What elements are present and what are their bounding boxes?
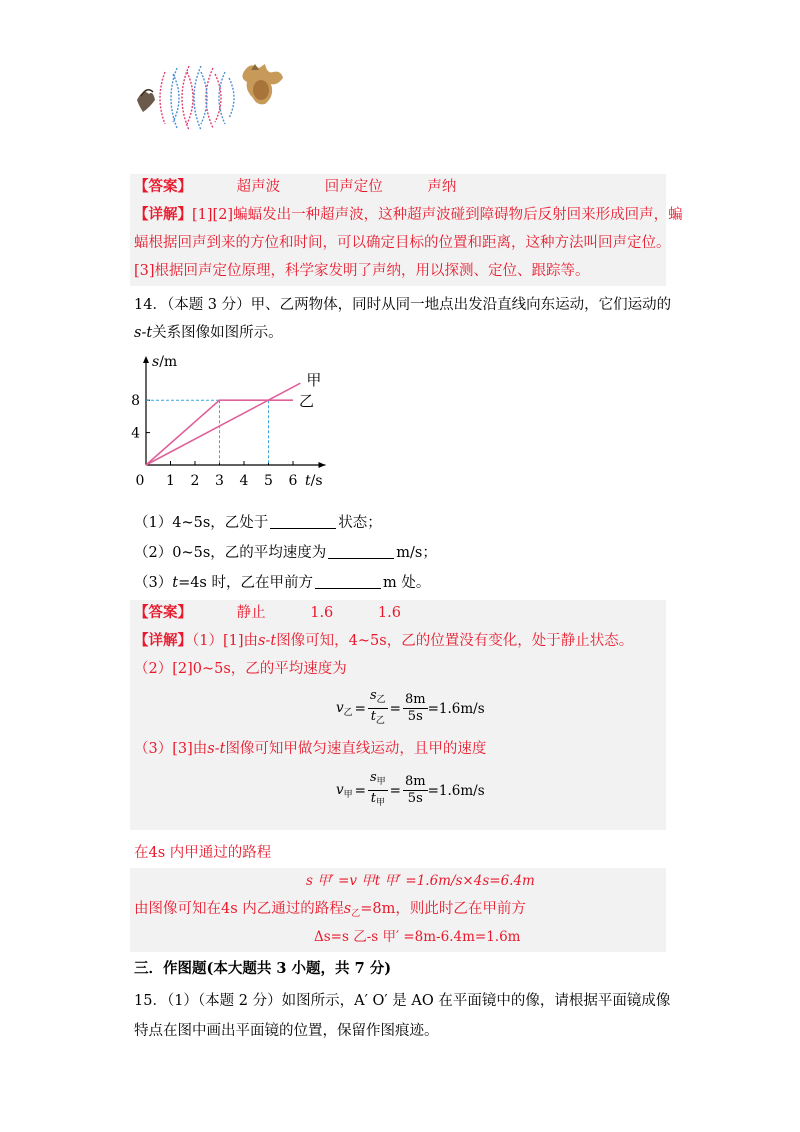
f1-den-sub: 乙 (375, 716, 385, 726)
d1-pre: （1）[1]由 (192, 633, 259, 649)
large-bat-icon (242, 64, 283, 104)
f2-den2: 5s (407, 791, 423, 806)
q14-detail-line2: （2）[2]0~5s，乙的平均速度为 (134, 661, 347, 677)
q14-answer-line (134, 602, 401, 624)
f1-num2: 8m (404, 692, 426, 707)
f2-den: t (370, 791, 376, 806)
series-line-jia (146, 383, 300, 465)
formula-v-jia: $v_甲$ = $\frac{s_甲}{t_甲}$ = $\frac{8m}{5s}$ =1.6m/s (336, 770, 485, 811)
formula-delta-s: Δs=s 乙-s 甲′ =8m-6.4m=1.6m (314, 929, 521, 945)
q14-stem-line1: 14．（本题 3 分）甲、乙两物体，同时从同一地点出发沿直线向东运动，它们运动的 (134, 297, 672, 313)
f2-lhs-sub: 甲 (343, 789, 353, 800)
f1-frac2 (403, 692, 428, 725)
detail-label: 【详解】 (134, 632, 192, 649)
q14-detail-line1 (134, 630, 633, 652)
f1-den2: 5s (407, 709, 423, 724)
x-tick-label: 3 (215, 473, 224, 489)
q14-detail-line4: 在4s 内甲通过的路程 (134, 845, 272, 861)
q14-stem-line2 (134, 322, 283, 344)
q14-sub2 (134, 542, 437, 564)
answer-3: 1.6 (377, 605, 401, 621)
sub1-blank (270, 514, 336, 529)
d1-post: 图像可知，4~5s，乙的位置没有变化，处于静止状态。 (276, 633, 634, 649)
x-axis-arrow (319, 462, 326, 468)
formula-s-jia: s 甲′ =v 甲t 甲′ =1.6m/s×4s=6.4m (306, 873, 535, 889)
detail-text: [1][2]蝙蝠发出一种超声波，这种超声波碰到障碍物后反射回来形成回声，蝙 (192, 207, 683, 223)
x-tick-label: 5 (264, 473, 273, 489)
f2-frac1 (368, 770, 388, 811)
q13-detail-line2: 蝠根据回声到来的方位和时间，可以确定目标的位置和距离，这种方法叫回声定位。 (134, 235, 671, 251)
f1-lhs-sub: 乙 (343, 707, 353, 718)
d5-post: =8m，则此时乙在甲前方 (360, 901, 526, 917)
answer-3: 声纳 (427, 179, 457, 195)
f1-num-sub: 乙 (376, 695, 386, 705)
q13-detail-line3: [3]根据回声定位原理，科学家发明了声纳，用以探测、定位、跟踪等。 (134, 263, 590, 279)
sub3-post: m 处。 (383, 575, 431, 591)
d3-pre: （3）[3]由 (134, 741, 208, 757)
f2-num-sub: 甲 (376, 777, 386, 787)
f2-den-sub: 甲 (375, 798, 385, 808)
x-tick-label: 0 (135, 473, 145, 489)
f2-num: s (369, 770, 377, 785)
f1-frac1 (368, 688, 388, 729)
st-chart (130, 352, 340, 492)
x-tick-label: 1 (166, 473, 175, 489)
answer-label: 【答案】 (134, 604, 192, 621)
bat-echolocation-illustration (133, 60, 285, 136)
d1-var: s-t (258, 633, 277, 649)
formula-v-yi: $v_乙$ = $\frac{s_乙}{t_乙}$ = $\frac{8m}{5s}$ =1.6m/s (336, 688, 485, 729)
sub3-pre: =4s 时，乙在甲前方 (178, 575, 313, 591)
f2-num2: 8m (404, 774, 426, 789)
sub3-prefix: （3） (134, 575, 173, 591)
sub1-pre: （1）4~5s，乙处于 (134, 515, 269, 531)
sub2-pre: （2）0~5s，乙的平均速度为 (134, 545, 327, 561)
q14-detail-line3 (134, 738, 486, 760)
section3-heading: 三．作图题(本大题共 3 小题，共 7 分) (134, 960, 392, 977)
q15-line2: 特点在图中画出平面镜的位置，保留作图痕迹。 (134, 1023, 439, 1039)
x-tick-label: 4 (239, 473, 249, 489)
d5-var: s (343, 901, 352, 917)
answer-1: 超声波 (236, 179, 281, 195)
st-var: s-t (134, 325, 153, 341)
f1-den: t (370, 709, 376, 724)
q13-detail-line1 (134, 204, 683, 226)
q14-sub3 (134, 572, 430, 594)
f2-lhs: v (336, 781, 344, 798)
detail-label: 【详解】 (134, 206, 192, 223)
stem-rest: 关系图像如图所示。 (152, 325, 283, 341)
q15-line1: 15．（1）（本题 2 分）如图所示，A′ O′ 是 AO 在平面镜中的像，请根据平面镜成像 (134, 993, 671, 1009)
q13-answer-line (134, 176, 456, 198)
series-label-jia: 甲 (306, 371, 322, 390)
d5-pre: 由图像可知在4s 内乙通过的路程 (134, 901, 344, 917)
d5-sub: 乙 (351, 909, 361, 919)
answer-2: 1.6 (310, 605, 334, 621)
sub1-post: 状态； (338, 515, 382, 531)
x-tick-label: 6 (288, 473, 298, 489)
q14-detail-line5 (134, 898, 526, 925)
sub2-blank (328, 544, 394, 559)
f2-result: =1.6m/s (427, 782, 485, 799)
sub3-var: t (172, 575, 179, 591)
f1-lhs: v (336, 699, 344, 716)
y-tick-label: 4 (131, 425, 140, 442)
answer-label: 【答案】 (134, 178, 192, 195)
x-axis-label: t/s (305, 473, 323, 489)
sub3-blank (315, 574, 381, 589)
y-axis-label: s/m (152, 354, 178, 370)
d3-post: 图像可知甲做匀速直线运动，且甲的速度 (225, 741, 487, 757)
answer-1: 静止 (236, 605, 266, 621)
series-label-yi: 乙 (299, 392, 315, 411)
q14-sub1 (134, 512, 382, 534)
f1-num: s (369, 688, 377, 703)
d3-var: s-t (207, 741, 226, 757)
small-bat-icon (137, 90, 155, 112)
f1-result: =1.6m/s (427, 700, 485, 717)
answer-2: 回声定位 (324, 179, 383, 195)
y-tick-label: 8 (131, 393, 140, 410)
x-tick-label: 2 (190, 473, 200, 489)
f2-frac2 (403, 774, 428, 807)
sub2-post: m/s； (396, 545, 437, 561)
y-axis-arrow (143, 356, 149, 363)
